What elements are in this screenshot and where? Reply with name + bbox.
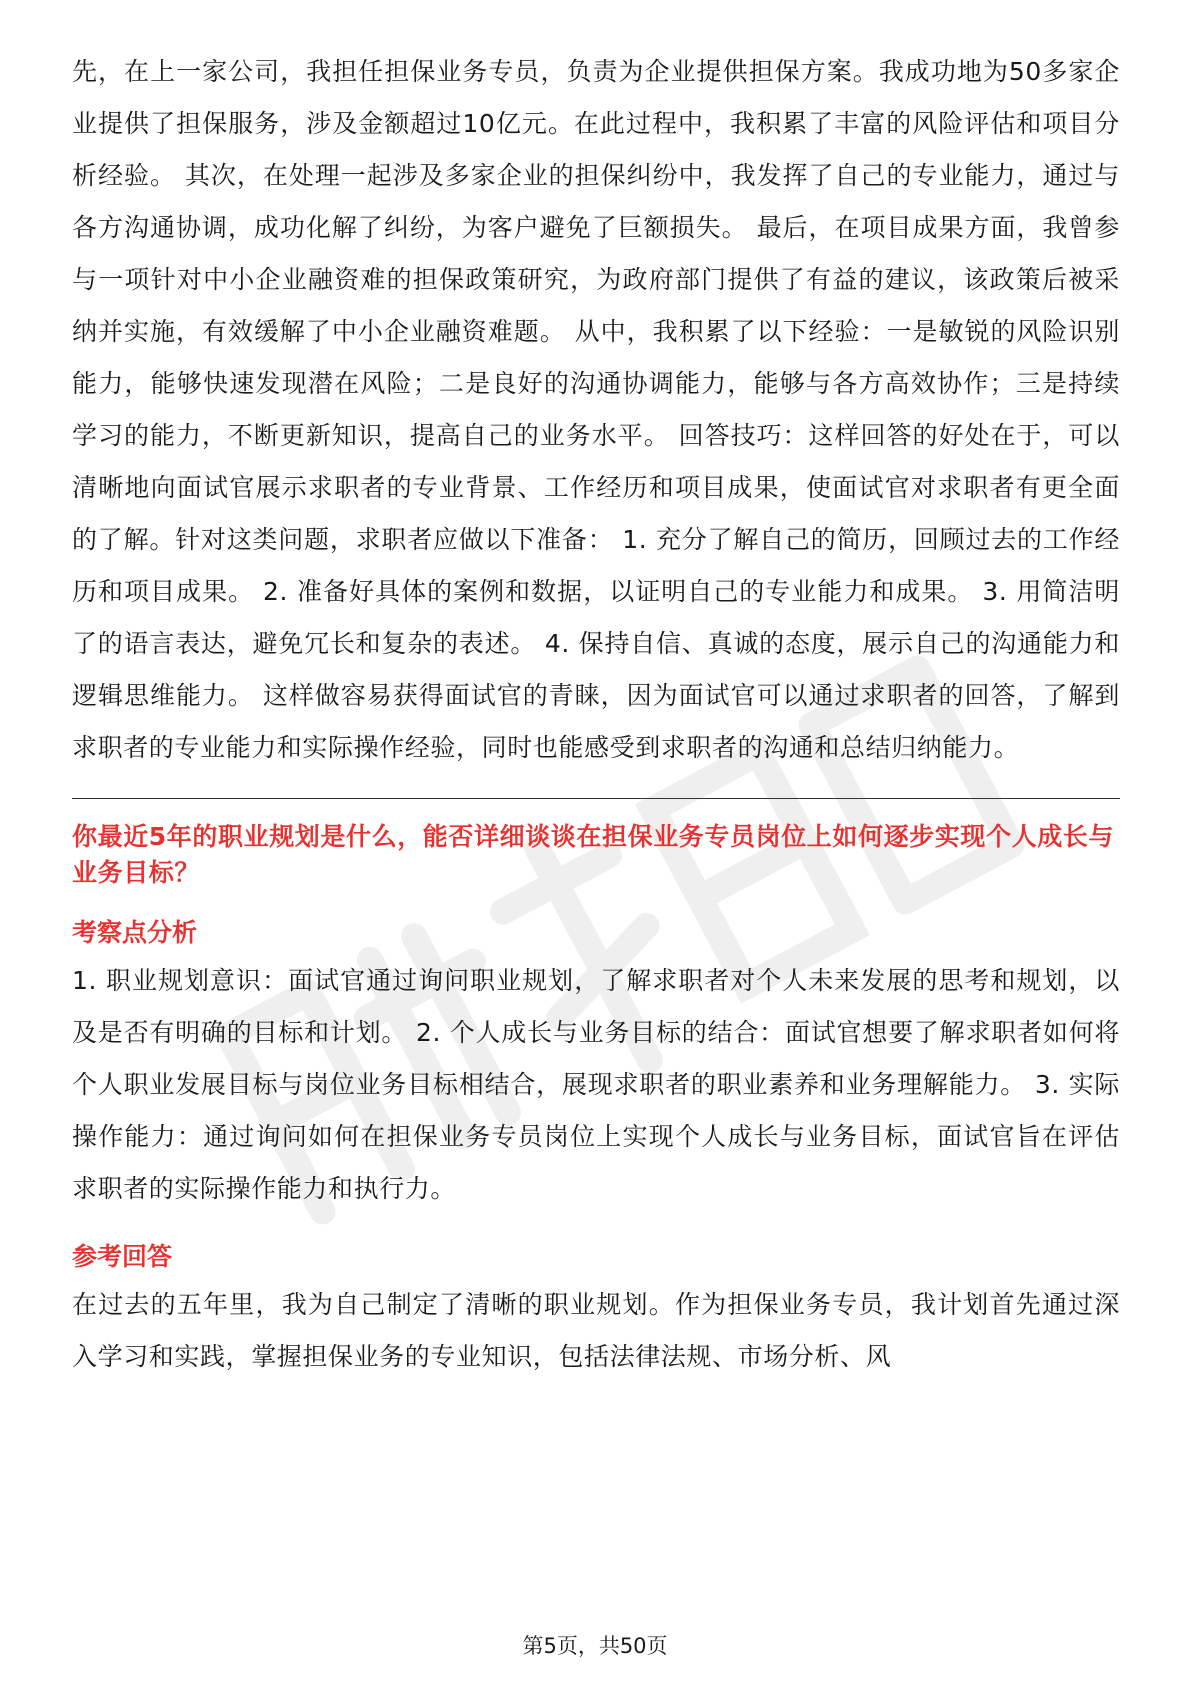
answer-heading: 参考回答 bbox=[72, 1242, 173, 1271]
interview-question: 你最近5年的职业规划是什么，能否详细谈谈在担保业务专员岗位上如何逐步实现个人成长与业务目标？ bbox=[72, 822, 1114, 887]
analysis-heading: 考察点分析 bbox=[72, 918, 198, 947]
analysis-paragraph: 1. 职业规划意识：面试官通过询问职业规划，了解求职者对个人未来发展的思考和规划，以及是否有明确的目标和计划。 2. 个人成长与业务目标的结合：面试官想要了解求职者如何将个人职业发展目标与岗位业务目标相结合，展现求职者的职业素养和业务理解能力。 3. 实际操作能力：通过询问如何在担保业务专员岗位上实现个人成长与业务目标，面试官旨在评估求职者的实际操作能力和执行力。 bbox=[72, 966, 1120, 1203]
page-number: 第5页，共50页 bbox=[522, 1634, 668, 1658]
section-divider bbox=[72, 798, 1120, 799]
answer-paragraph: 在过去的五年里，我为自己制定了清晰的职业规划。作为担保业务专员，我计划首先通过深入学习和实践，掌握担保业务的专业知识，包括法律法规、市场分析、风 bbox=[72, 1290, 1120, 1371]
intro-paragraph: 先，在上一家公司，我担任担保业务专员，负责为企业提供担保方案。我成功地为50多家企业提供了担保服务，涉及金额超过10亿元。在此过程中，我积累了丰富的风险评估和项目分析经验。 其次，在处理一起涉及多家企业的担保纠纷中，我发挥了自己的专业能力，通过与各方沟通协调，成功化解了纠纷，为客户避免了巨额损失。 最后，在项目成果方面，我曾参与一项针对中小企业融资难的担保政策研究，为政府部门提供了有益的建议，该政策后被采纳并实施，有效缓解了中小企业融资难题。 从中，我积累了以下经验：一是敏锐的风险识别能力，能够快速发现潜在风险；二是良好的沟通协调能力，能够与各方高效协作；三是持续学习的能力，不断更新知识，提高自己的业务水平。 回答技巧：这样回答的好处在于，可以清晰地向面试官展示求职者的专业背景、工作经历和项目成果，使面试官对求职者有更全面的了解。针对这类问题，求职者应做以下准备： 1. 充分了解自己的简历，回顾过去的工作经历和项目成果。 2. 准备好具体的案例和数据，以证明自己的专业能力和成果。 3. 用简洁明了的语言表达，避免冗长和复杂的表述。 4. 保持自信、真诚的态度，展示自己的沟通能力和逻辑思维能力。 这样做容易获得面试官的青睐，因为面试官可以通过求职者的回答，了解到求职者的专业能力和实际操作经验，同时也能感受到求职者的沟通和总结归纳能力。 bbox=[72, 57, 1120, 762]
page-content bbox=[72, 46, 1120, 1383]
